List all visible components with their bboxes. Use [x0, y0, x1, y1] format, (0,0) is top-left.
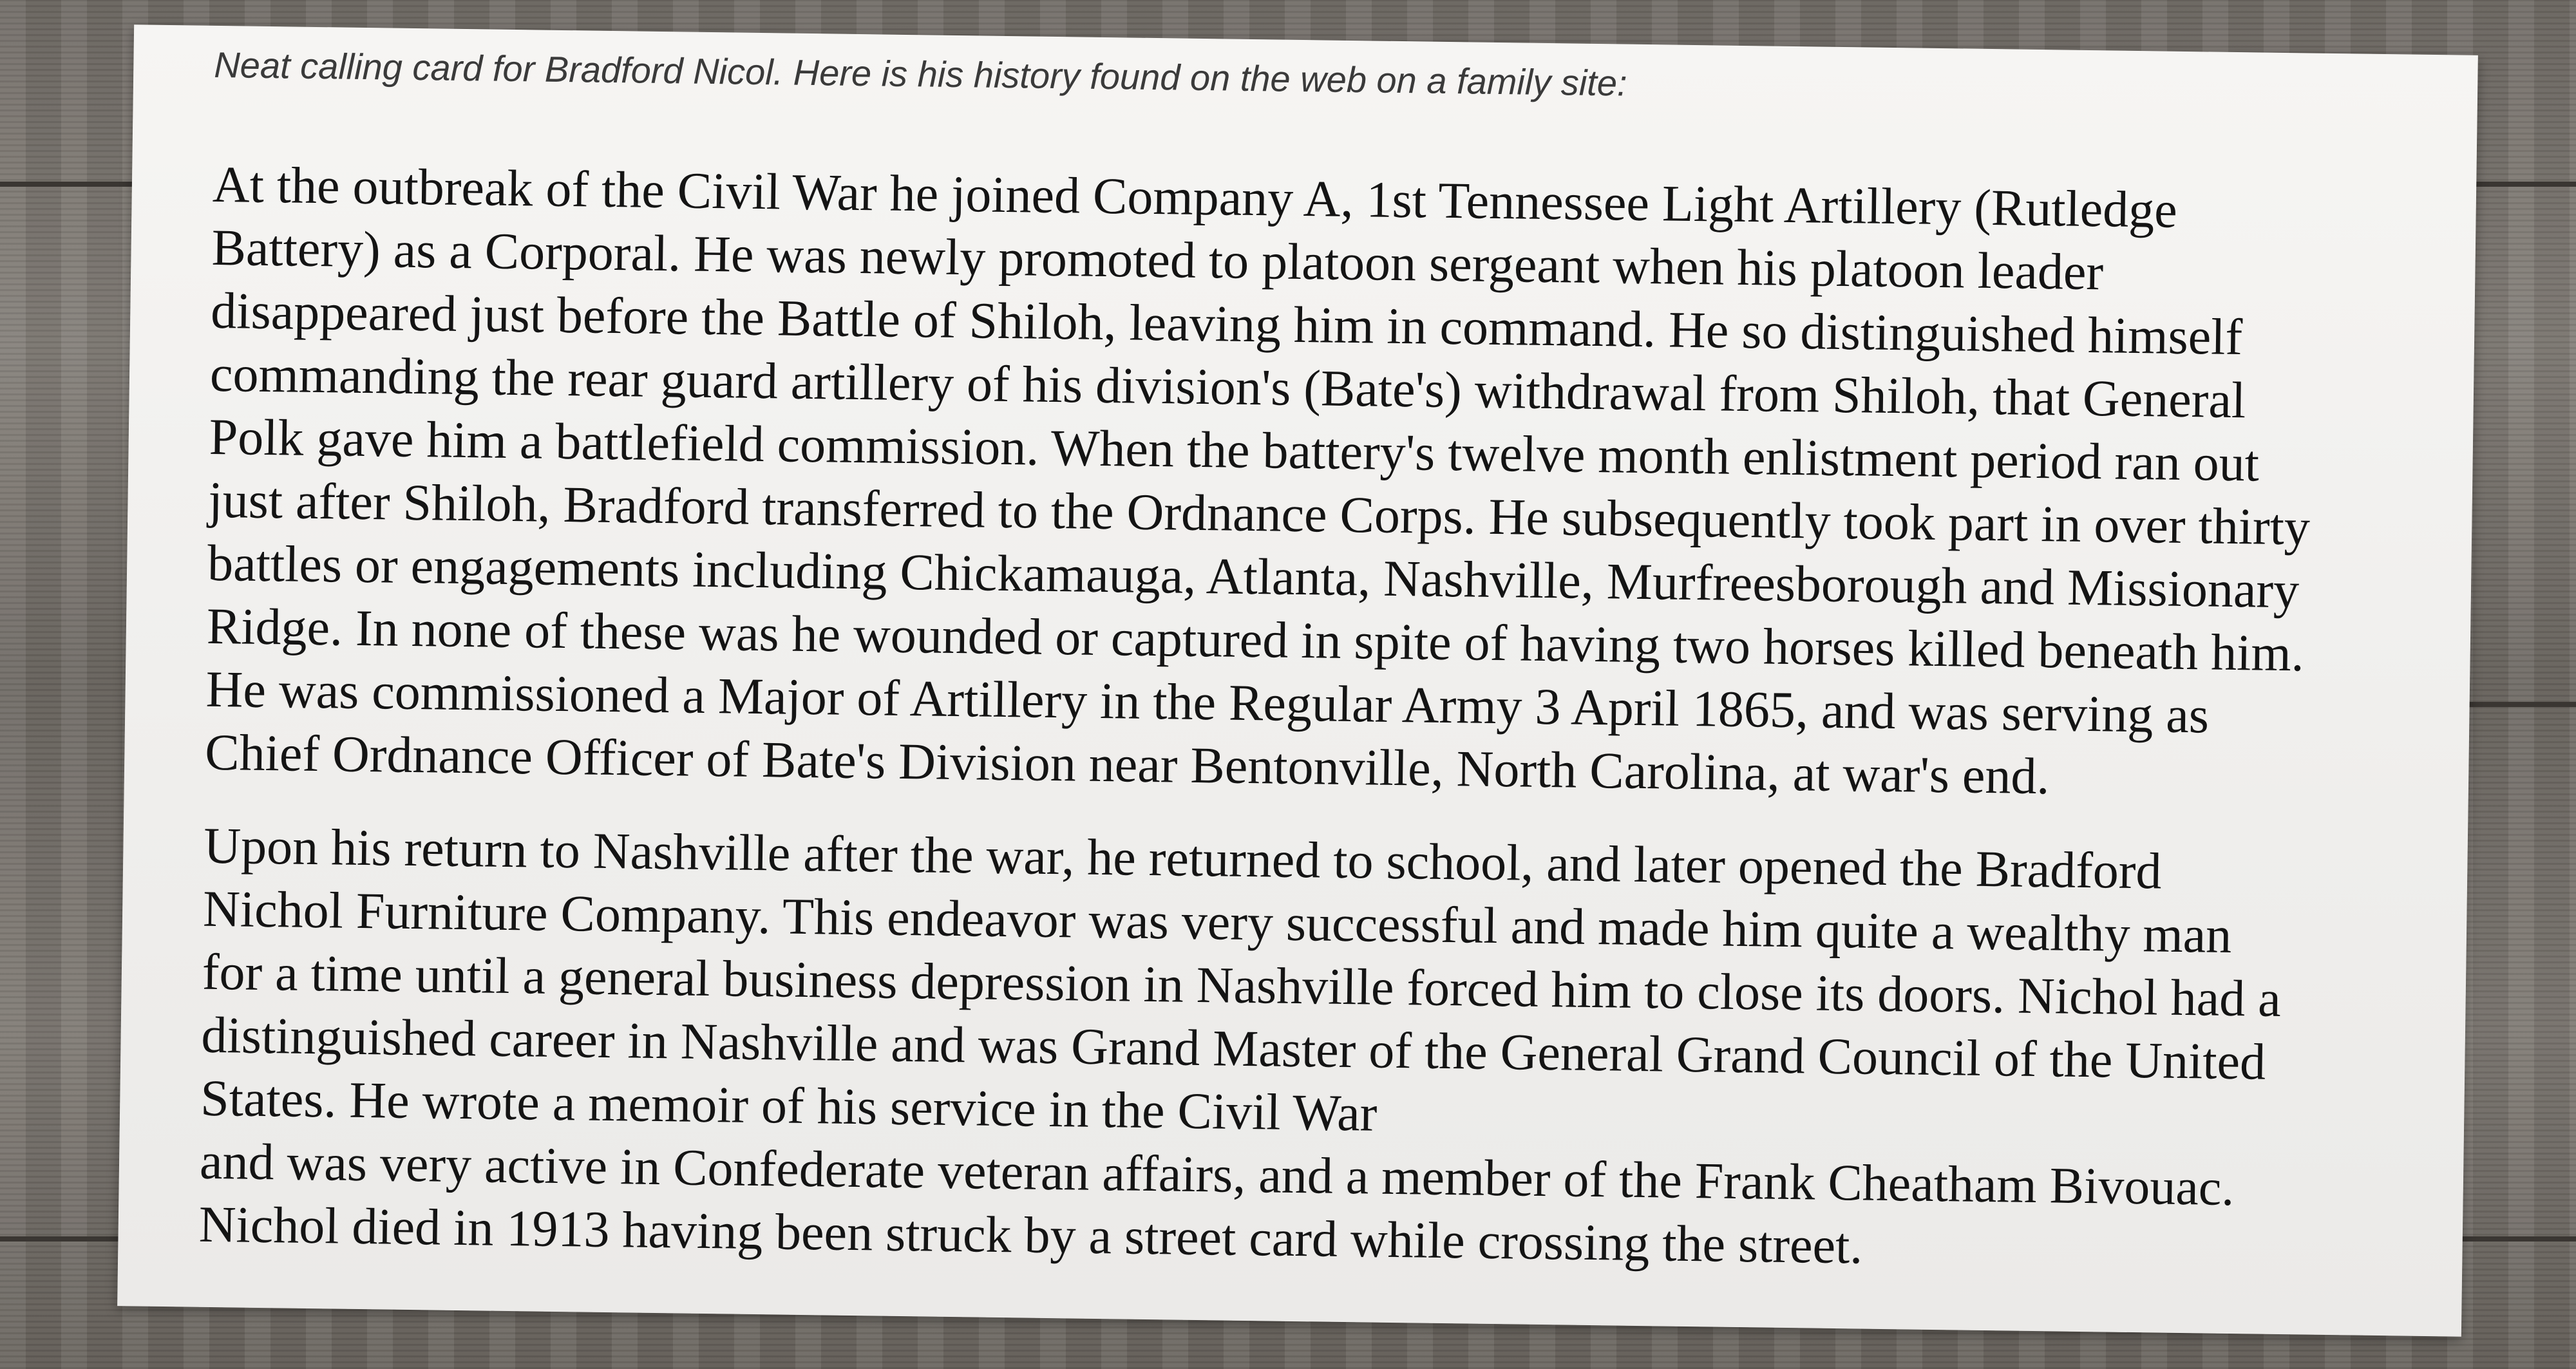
history-paragraph-1 [205, 153, 2315, 812]
paragraph-line: Battery) as a Corporal. He was newly promoted to platoon sergeant when his platoon leader [211, 219, 2104, 301]
paragraph-line: Upon his return to Nashville after the war, he returned to school, and later opened the Bradford [203, 817, 2163, 900]
paragraph-line: distinguished career in Nashville and was Grand Master of the General Grand Council of the United [201, 1006, 2266, 1091]
paragraph-line: Nichol Furniture Company. This endeavor was very successful and made him quite a wealthy man [202, 880, 2232, 965]
paragraph-line: commanding the rear guard artillery of his division's (Bate's) withdrawal from Shiloh, that General [209, 345, 2246, 430]
paragraph-line: Ridge. In none of these was he wounded or captured in spite of having two horses killed beneath him. [206, 598, 2305, 683]
paragraph-line: battles or engagements including Chickamauga, Atlanta, Nashville, Murfreesborough and Missionary [207, 534, 2300, 619]
printed-note-paper [117, 24, 2478, 1336]
paragraph-line: Chief Ordnance Officer of Bate's Division near Bentonville, North Carolina, at war's end. [204, 724, 2050, 806]
paragraph-line: Polk gave him a battlefield commission. When the battery's twelve month enlistment period ran out [209, 408, 2260, 493]
paragraph-line: States. He wrote a memoir of his service in the Civil War [200, 1070, 1378, 1142]
paragraph-line: Nichol died in 1913 having been struck by a street card while crossing the street. [198, 1196, 1863, 1275]
paragraph-line: disappeared just before the Battle of Shiloh, leaving him in command. He so distinguished himself [210, 282, 2243, 366]
paragraph-line: just after Shiloh, Bradford transferred to the Ordnance Corps. He subsequently took part in over thirty [207, 471, 2311, 556]
history-paragraph-2 [198, 815, 2283, 1283]
paragraph-line: for a time until a general business depression in Nashville forced him to close its doors. Nichol had a [202, 943, 2282, 1028]
intro-text: Neat calling card for Bradford Nicol. Here is his history found on the web on a family site: [213, 44, 1627, 104]
floor-seam [2467, 702, 2576, 707]
paragraph-line: At the outbreak of the Civil War he joined Company A, 1st Tennessee Light Artillery (Rutledge [212, 156, 2178, 239]
paragraph-line: He was commissioned a Major of Artillery in the Regular Army 3 April 1865, and was serving as [205, 661, 2210, 744]
paragraph-line: and was very active in Confederate veteran affairs, and a member of the Frank Cheatham Bivouac. [199, 1133, 2235, 1217]
